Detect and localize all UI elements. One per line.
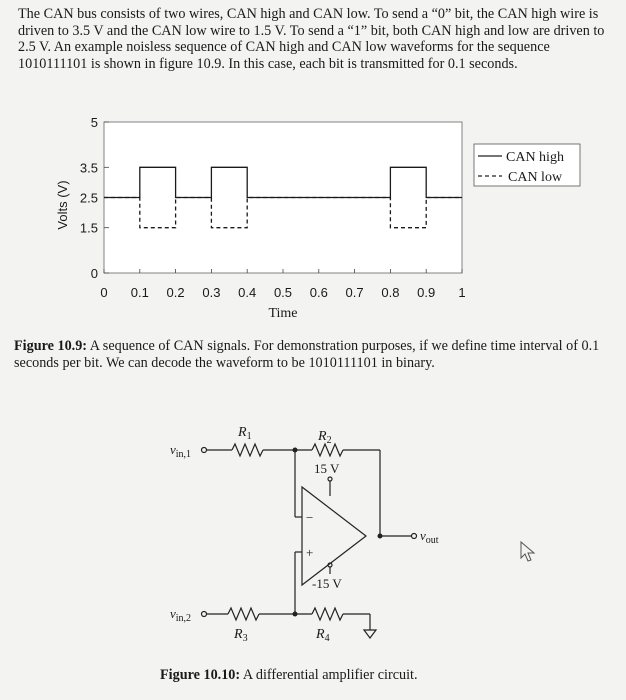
y-axis-label: Volts (V) <box>55 180 70 230</box>
label-r3: $R_3$ <box>234 627 248 644</box>
figure-10-10-label: Figure 10.10: <box>160 667 241 683</box>
y-tick-label: 3.5 <box>79 160 98 176</box>
y-tick-label: 0 <box>90 266 98 281</box>
y-tick-label: 5 <box>90 115 98 130</box>
can-signal-chart <box>0 0 626 330</box>
x-tick-label: 0.9 <box>417 285 436 300</box>
figure-10-9-caption <box>14 338 620 371</box>
figure-10-9-label: Figure 10.9: <box>14 338 88 354</box>
label-minus: − <box>306 510 314 525</box>
x-tick-label: 1 <box>458 285 466 300</box>
cursor-arrow-icon <box>521 542 534 561</box>
y-tick-label: 1.5 <box>79 220 98 236</box>
x-tick-label: 0.8 <box>381 285 400 300</box>
figure-10-10-caption <box>160 667 418 684</box>
legend-can-low: CAN low <box>508 170 563 185</box>
label-vin2: $v_{in,2}$ <box>170 606 192 624</box>
figure-10-10-text: A differential amplifier circuit. <box>240 667 418 683</box>
x-tick-label: 0.7 <box>345 285 364 300</box>
intro-paragraph: The CAN bus consists of two wires, CAN high and CAN low. To send a “0” bit, the CAN high wire is driven to 3.5 V and the CAN low wire to 1.5 V. To send a “1” bit, both CAN high and low are driven to 2.5 V. An example noisless sequence of CAN high and CAN low waveforms for the sequence 1010111101 is shown in figure 10.9. In this case, each bit is transmitted for 0.1 seconds. <box>18 6 605 72</box>
resistor-r4 <box>312 608 343 620</box>
x-tick-label: 0.5 <box>273 285 293 300</box>
label-r4: $R_4$ <box>316 627 330 644</box>
x-tick-label: 0.4 <box>238 285 257 300</box>
x-tick-label: 0 <box>100 285 108 300</box>
legend-can-high: CAN high <box>506 150 564 165</box>
figure-10-9-text: A sequence of CAN signals. For demonstration purposes, if we define time interval of 0.1 seconds per bit. We can decode the waveform to be 1010111101 in binary. <box>14 338 600 371</box>
label-r2: $R_2$ <box>318 429 332 446</box>
label-vneg: -15 V <box>312 576 342 591</box>
x-tick-label: 0.3 <box>202 285 221 300</box>
label-vout: $v_{out}$ <box>420 528 439 546</box>
label-vin1: $v_{in,1}$ <box>170 442 192 460</box>
x-axis-label: Time <box>268 306 298 321</box>
label-r1: $R_1$ <box>238 425 252 442</box>
ground-icon <box>364 630 376 638</box>
op-amp <box>302 487 366 585</box>
resistor-r3 <box>228 608 259 620</box>
resistor-r1 <box>232 444 263 456</box>
x-tick-label: 0.6 <box>309 285 328 300</box>
y-tick-label: 2.5 <box>79 190 98 206</box>
label-vpos: 15 V <box>314 461 340 476</box>
x-tick-label: 0.1 <box>130 285 149 300</box>
differential-amplifier-circuit <box>0 390 626 700</box>
x-tick-label: 0.2 <box>166 285 185 300</box>
label-plus: + <box>306 545 314 560</box>
chart-legend <box>474 144 580 186</box>
